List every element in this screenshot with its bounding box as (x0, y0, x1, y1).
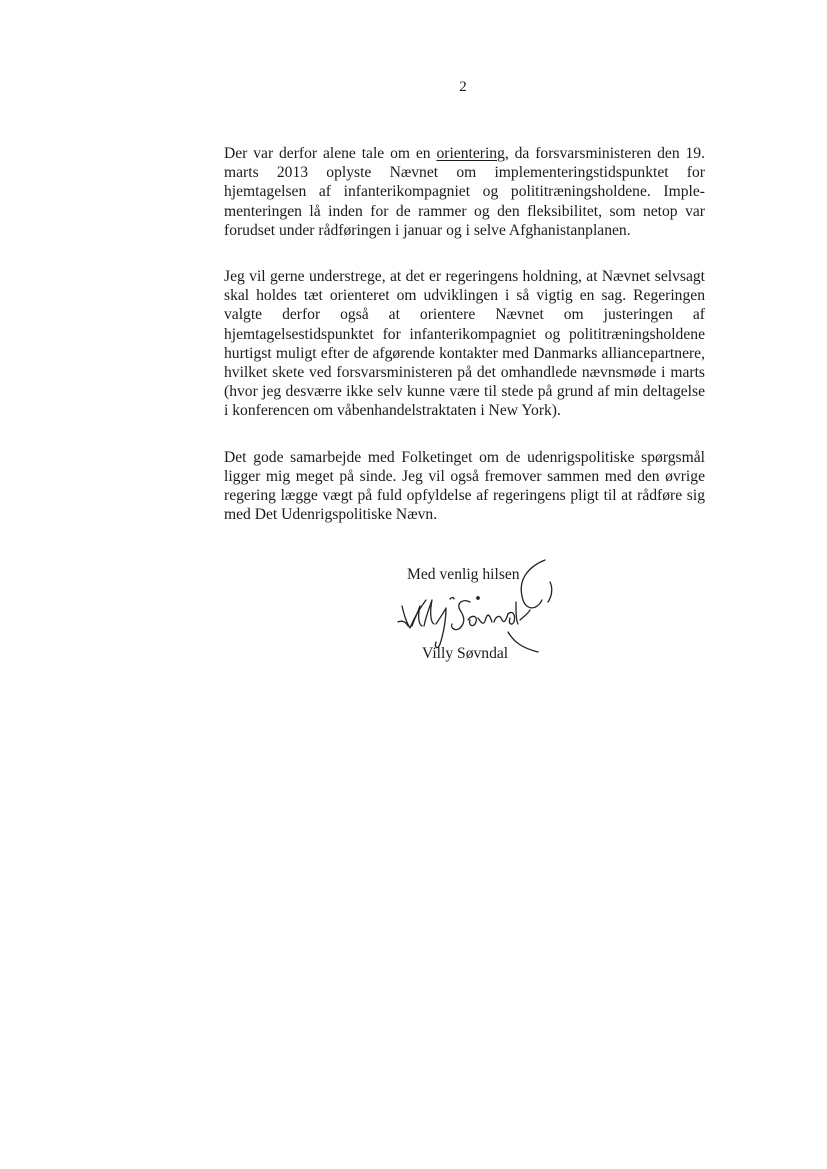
closing-greeting: Med venlig hilsen (407, 566, 520, 583)
letter-body (224, 144, 705, 551)
paragraph-3: Det gode samarbejde med Folketinget om de udenrigspolitiske spørgsmål ligger mig meget på sinde. Jeg vil også fremover sammen med den øvrige regering lægge vægt på fuld opfyldelse af regeringens pligt til at rådføre sig med Det Udenrigspolitiske Nævn. (224, 448, 705, 524)
paragraph-1-start: Der var derfor alene tale om en (224, 145, 437, 162)
underlined-word-orientering: orientering (436, 145, 505, 162)
paragraph-2: Jeg vil gerne understrege, at det er regeringens holdning, at Nævnet selvsagt skal holdes tæt orienteret om udviklingen i så vigtig en sag. Regeringen valgte derfor også at orientere Nævnet om justeringen af hjemtagelsestidspunktet for infanterikompagniet og polititræningsholdene hurtigst muligt efter de afgørende kontakter med Danmarks alliancepartnere, hvilket skete ved forsvarsministeren på det omhandlede nævnsmøde i marts (hvor jeg desværre ikke selv kunne være til stede på grund af min deltagelse i konferencen om våbenhandelstraktaten i New York). (224, 268, 705, 420)
page-number: 2 (459, 79, 467, 95)
signer-name: Villy Søvndal (422, 645, 509, 662)
paragraph-1 (224, 144, 705, 240)
paragraph-1-rest: , da forsvarsministeren den 19. marts 2013 oplyste Nævnet om implementeringstidspunktet for hjemtagelsen af infanterikompagniet og polititræningsholdene. Implementeringen lå inden for de rammer og den fleksibilitet, som netop var forudset under rådføringen i januar og i selve Afghanistanplanen. (224, 145, 705, 239)
